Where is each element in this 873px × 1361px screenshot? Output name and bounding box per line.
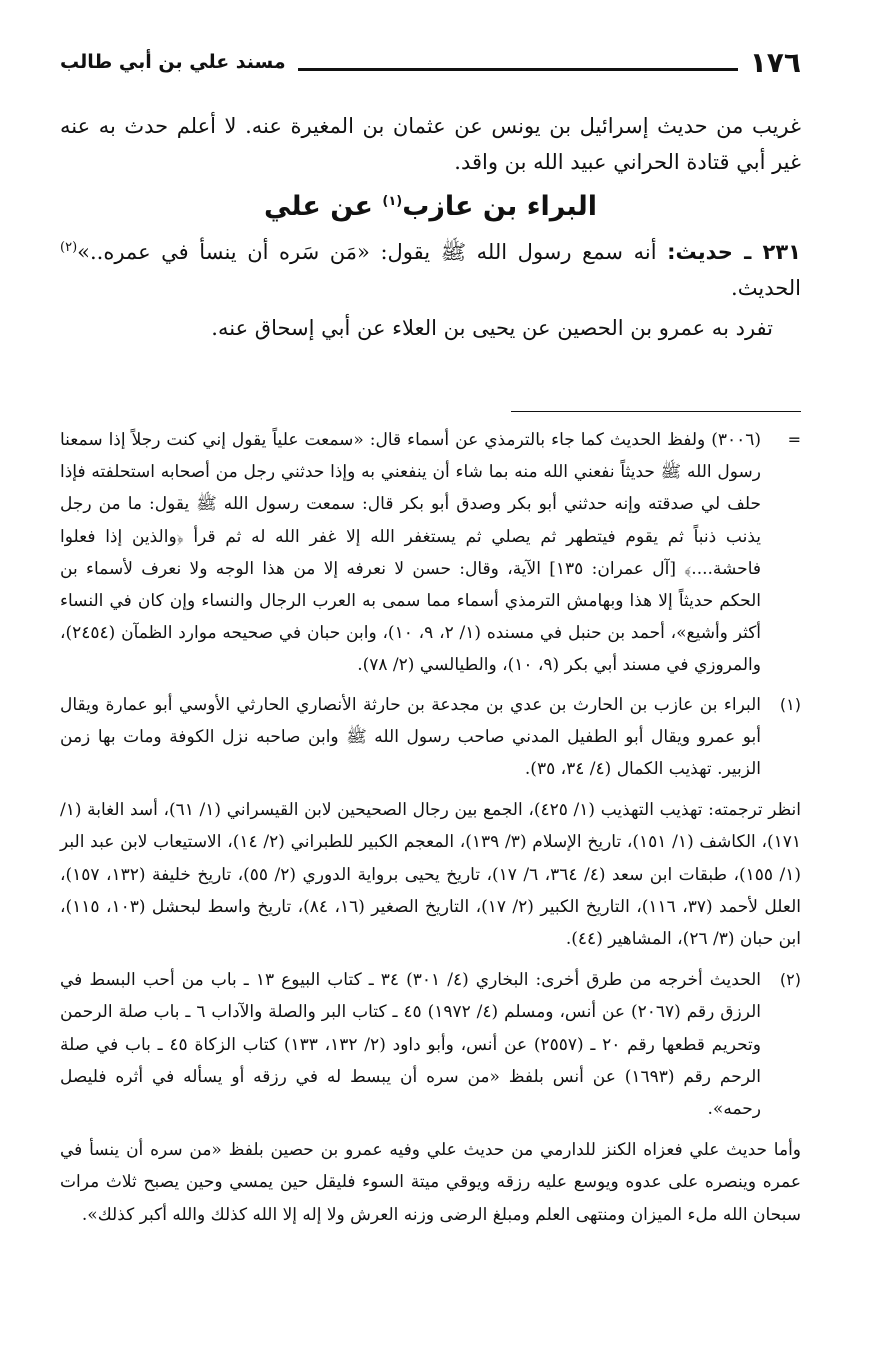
footnote-separator (511, 411, 801, 412)
footnotes (60, 424, 801, 1231)
footnote-text: البراء بن عازب بن الحارث بن عدي بن مجدعة بن حارثة الأنصاري الحارثي الأوسي أبو عمارة ويقال أبو عمرو ويقال أبو الطفيل المدني صاحب رسول الله ﷺ وابن صاحبه نزل الكوفة ومات بها زمن الزبير. تهذيب الكمال (٤/ ٣٤، ٣٥). (60, 694, 761, 780)
footnote-marker: (٢) (779, 970, 801, 990)
hadith-label: ٢٣١ ـ حديث: (667, 240, 801, 264)
section-title-name: البراء بن عازب (402, 191, 597, 222)
footnote-marker: = (787, 430, 801, 449)
footnote-2 (60, 964, 801, 1125)
footnote-1 (60, 689, 801, 786)
section-title (60, 184, 801, 230)
footnote-text: الحديث أخرجه من طرق أخرى: البخاري (٤/ ٣٠١) ٣٤ ـ كتاب البيوع ١٣ ـ باب من أحب البسط في الرزق رقم (٢٠٦٧) عن أنس، ومسلم (٤/ ١٩٧٢) ٤٥ ـ كتاب البر والصلة والآداب ٦ ـ باب صلة الرحمن وتحريم قطعها رقم ٢٠ ـ (٢٥٥٧) عن أنس، وأبو داود (٢/ ١٣٢، ١٣٣) كتاب الزكاة ٤٥ ـ باب في صلة الرحم رقم (١٦٩٣) عن أنس بلفظ «من سره أن يبسط له في رزقه أو يسأله في أثره فليصل رحمه». (60, 970, 762, 1120)
hadith-note: تفرد به عمرو بن الحصين عن يحيى بن العلاء عن أبي إسحاق عنه. (211, 316, 773, 340)
book-title: مسند علي بن أبي طالب (60, 51, 286, 73)
section-title-suffix: عن علي (264, 191, 383, 222)
hadith-tail: الحديث. (731, 276, 801, 300)
intro-paragraph: غريب من حديث إسرائيل بن يونس عن عثمان بن المغيرة عنه. لا أعلم حدث به عنه غير أبي قتادة الحراني عبيد الله بن واقد. (60, 114, 801, 174)
footnote-marker: (١) (779, 694, 801, 714)
footnote-mark-1: (١) (382, 194, 403, 209)
hadith-text: أنه سمع رسول الله ﷺ يقول: «مَن سَره أن ينسأ في عمره..» (77, 240, 668, 264)
header-rule (298, 68, 738, 71)
footnote-continued (60, 424, 801, 682)
footnote-1-references: انظر ترجمته: تهذيب التهذيب (١/ ٤٢٥)، الجمع بين رجال الصحيحين لابن القيسراني (١/ ٦١)، أسد الغابة (١/ ١٧١)، الكاشف (١/ ١٥١)، تاريخ الإسلام (٣/ ١٣٩)، المعجم الكبير للطبراني (٢/ ١٤)، الاستيعاب لابن عبد البر (١/ ١٥٥)، طبقات ابن سعد (٤/ ٣٦٤، ٦/ ١٧)، تاريخ يحيى برواية الدوري (٢/ ٥٥)، تاريخ خليفة (١٣٢، ١٥٧)، العلل لأحمد (٣٧، ١١٦)، التاريخ الكبير (٢/ ١٧)، التاريخ الصغير (١٦، ٨٤)، تاريخ واسط لبحشل (١٠٣، ١١٥)، ابن حبان (٣/ ٢٦)، المشاهير (٤٤). (60, 800, 802, 950)
footnote-mark-2: (٢) (60, 240, 78, 255)
footnote-text: (٣٠٠٦) ولفظ الحديث كما جاء بالترمذي عن أسماء قال: «سمعت علياً يقول إني كنت رجلاً إذا سمعنا رسول الله ﷺ حديثاً نفعني الله منه بما شاء أن ينفعني به وإذا حدثني رجل من أصحابه استحلفته فإذا حلف لي صدقته وإنه حدثني أبو بكر وصدق أبو بكر قال: سمعت رسول الله ﷺ يقول: ما من رجل يذنب ذنباً ثم يقوم فيتطهر ثم يصلي ثم يستغفر الله إلا غفر الله له ثم قرأ ﴿والذين إذا فعلوا فاحشة....﴾ [آل عمران: ١٣٥] الآية، وقال: حسن لا نعرفه إلا من هذا الوجه ولا نعرف لأسماء بن الحكم حديثاً إلا هذا وبهامش الترمذي أسماء مما سمى به العرب الرجال والنساء وإن كان في النساء أكثر وأشيع»، أحمد بن حنبل في مسنده (١/ ٢، ٩، ١٠)، وابن حبان في صحيحه موارد الظمآن (٢٤٥٤)، والمروزي في مسند أبي بكر (٩، ١٠)، والطيالسي (٢/ ٧٨). (60, 430, 762, 676)
main-text (60, 108, 801, 346)
page-number: ١٧٦ (749, 45, 801, 79)
running-header (60, 42, 801, 82)
hadith-entry (60, 234, 801, 306)
footnote-2-addendum: وأما حديث علي فعزاه الكنز للدارمي من حديث علي وفيه عمرو بن حصين بلفظ «من سره أن ينسأ في عمره وينصره على عدوه ويوسع عليه رزقه ويوقي ميتة السوء فليقل حين يمسي وحين يصبح ثلاث مرات سبحان الله ملء الميزان ومنتهى العلم ومبلغ الرضى وزنه العرش ولا إله إلا الله كذلك والله أكبر كذلك». (60, 1140, 802, 1225)
